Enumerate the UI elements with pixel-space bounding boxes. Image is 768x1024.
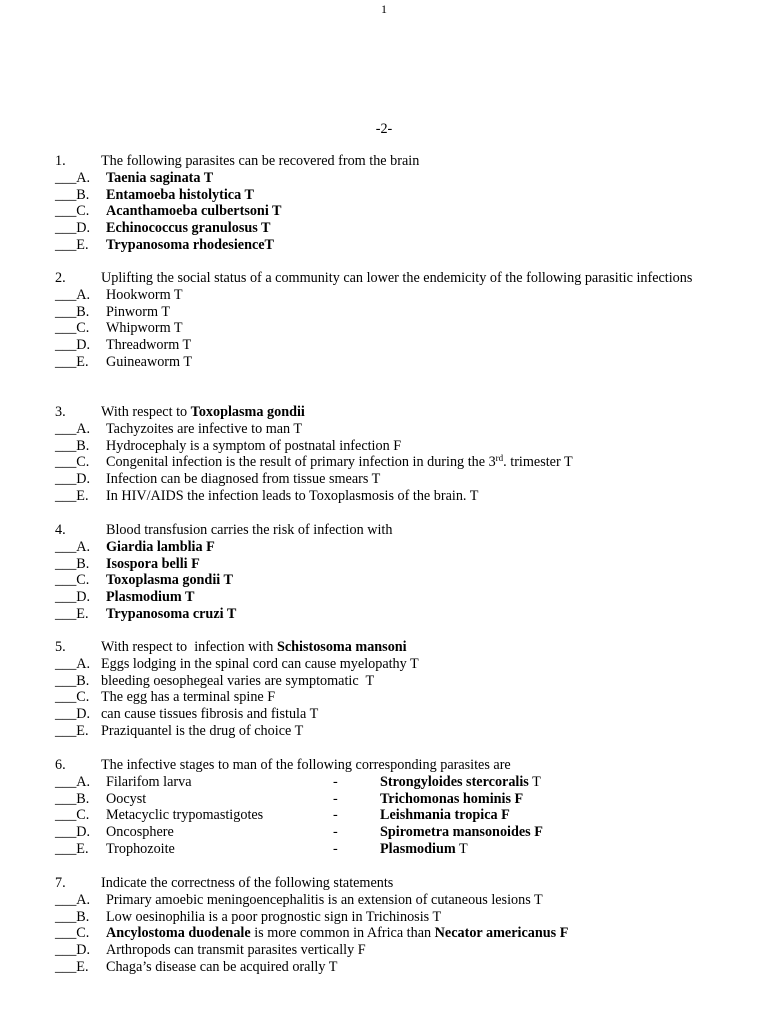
option-text: Hydrocephaly is a symptom of postnatal infection F (106, 437, 402, 454)
option-b[interactable] (55, 909, 735, 926)
option-text: Chaga’s disease can be acquired orally T (106, 958, 338, 975)
option-text: Congenital infection is the result of primary infection in during the 3 (106, 454, 496, 471)
question-text: With respect to (101, 404, 191, 420)
question-text: With respect to infection with (101, 639, 277, 655)
question-6 (55, 757, 735, 858)
answer-blank[interactable]: ___C. (55, 572, 90, 589)
option-a[interactable] (55, 656, 735, 673)
answer-blank[interactable]: ___A. (55, 420, 91, 437)
parasite-name: Necator americanus F (434, 925, 569, 942)
parasite-name: Trichomonas hominis F (380, 790, 524, 807)
answer-blank[interactable]: ___A. (55, 169, 91, 186)
answer-mark: T (455, 840, 468, 857)
answer-blank[interactable]: ___E. (55, 236, 89, 253)
option-b[interactable] (55, 438, 735, 455)
question-number: 6. (55, 757, 66, 773)
question-text: The infective stages to man of the following corresponding parasites are (101, 757, 511, 773)
question-1 (55, 153, 735, 254)
dash: - (333, 824, 338, 841)
option-d[interactable] (55, 942, 735, 959)
option-b[interactable] (55, 187, 735, 204)
question-number: 5. (55, 639, 66, 655)
option-e[interactable] (55, 354, 735, 371)
infective-stage: Filarifom larva (106, 773, 192, 790)
question-text: Uplifting the social status of a community can lower the endemicity of the following parasitic infections (101, 270, 693, 286)
dash: - (333, 773, 338, 790)
answer-blank[interactable]: ___B. (55, 437, 90, 454)
answer-blank[interactable]: ___C. (55, 454, 90, 471)
option-text: Acanthamoeba culbertsoni T (106, 203, 282, 220)
answer-blank[interactable]: ___E. (55, 958, 89, 975)
answer-blank[interactable]: ___E. (55, 487, 89, 504)
answer-blank[interactable]: ___B. (55, 672, 90, 689)
answer-blank[interactable]: ___B. (55, 790, 90, 807)
infective-stage: Oocyst (106, 790, 147, 807)
option-text: Taenia saginata T (106, 169, 214, 186)
ordinal-superscript: rd (495, 453, 504, 464)
option-a[interactable] (55, 774, 735, 791)
option-b[interactable] (55, 673, 735, 690)
option-e[interactable] (55, 237, 735, 254)
question-number: 7. (55, 875, 66, 891)
question-number: 3. (55, 404, 66, 420)
option-d[interactable] (55, 824, 735, 841)
option-a[interactable] (55, 287, 735, 304)
option-text: Guineaworm T (106, 353, 193, 370)
option-text: The egg has a terminal spine F (101, 689, 276, 706)
answer-blank[interactable]: ___A. (55, 538, 91, 555)
answer-blank[interactable]: ___A. (55, 655, 91, 672)
infective-stage: Metacyclic trypomastigotes (106, 807, 264, 824)
infective-stage: Trophozoite (106, 840, 175, 857)
option-c[interactable] (55, 572, 735, 589)
question-stem (55, 404, 735, 421)
option-d[interactable] (55, 589, 735, 606)
question-2 (55, 270, 735, 371)
parasite-name: Leishmania tropica F (380, 807, 510, 824)
dash: - (333, 840, 338, 857)
answer-blank[interactable]: ___D. (55, 824, 91, 841)
answer-blank[interactable]: ___C. (55, 689, 90, 706)
option-text: In HIV/AIDS the infection leads to Toxoplasmosis of the brain. T (106, 487, 479, 504)
answer-blank[interactable]: ___D. (55, 706, 91, 723)
option-c[interactable] (55, 925, 735, 942)
option-text: Infection can be diagnosed from tissue smears T (106, 471, 381, 488)
dash: - (333, 807, 338, 824)
question-stem (55, 757, 735, 774)
option-c[interactable] (55, 689, 735, 706)
option-text: Eggs lodging in the spinal cord can cause myelopathy T (101, 655, 419, 672)
option-d[interactable] (55, 220, 735, 237)
answer-blank[interactable]: ___E. (55, 840, 89, 857)
question-3 (55, 404, 735, 505)
answer-blank[interactable]: ___A. (55, 773, 91, 790)
answer-blank[interactable]: ___D. (55, 942, 91, 959)
option-text: Arthropods can transmit parasites vertically F (106, 942, 366, 959)
answer-blank[interactable]: ___C. (55, 320, 90, 337)
option-a[interactable] (55, 170, 735, 187)
option-text: Low oesinophilia is a poor prognostic sign in Trichinosis T (106, 908, 442, 925)
parasite-name: Schistosoma mansoni (276, 639, 407, 655)
option-text: Plasmodium T (106, 589, 195, 606)
option-text: Trypanosoma cruzi T (106, 605, 237, 622)
option-text: Primary amoebic meningoencephalitis is an extension of cutaneous lesions T (106, 891, 543, 908)
answer-blank[interactable]: ___D. (55, 337, 91, 354)
answer-blank[interactable]: ___D. (55, 589, 91, 606)
option-text: can cause tissues fibrosis and fistula T (101, 706, 319, 723)
answer-blank[interactable]: ___B. (55, 303, 90, 320)
answer-mark: T (528, 773, 541, 790)
option-a[interactable] (55, 892, 735, 909)
question-text: Blood transfusion carries the risk of infection with (106, 522, 393, 538)
answer-blank[interactable]: ___B. (55, 555, 90, 572)
parasite-name: Strongyloides stercoralis (380, 773, 529, 790)
option-e[interactable] (55, 606, 735, 623)
option-e[interactable] (55, 959, 735, 976)
question-5 (55, 639, 735, 740)
option-text: Pinworm T (106, 303, 170, 320)
option-b[interactable] (55, 791, 735, 808)
option-text: Giardia lamblia F (106, 538, 215, 555)
dash: - (333, 790, 338, 807)
option-text: Praziquantel is the drug of choice T (101, 722, 304, 739)
answer-blank[interactable]: ___A. (55, 891, 91, 908)
option-d[interactable] (55, 706, 735, 723)
infective-stage: Oncosphere (106, 824, 174, 841)
answer-blank[interactable]: ___B. (55, 908, 90, 925)
option-d[interactable] (55, 337, 735, 354)
question-4 (55, 522, 735, 623)
question-stem (55, 639, 735, 656)
answer-blank[interactable]: ___C. (55, 807, 90, 824)
option-b[interactable] (55, 556, 735, 573)
question-stem (55, 522, 735, 539)
answer-blank[interactable]: ___D. (55, 220, 91, 237)
option-e[interactable] (55, 488, 735, 505)
answer-blank[interactable]: ___B. (55, 186, 90, 203)
option-c[interactable] (55, 203, 735, 220)
question-text: Indicate the correctness of the following statements (101, 875, 394, 891)
answer-blank[interactable]: ___D. (55, 471, 91, 488)
question-stem (55, 270, 735, 287)
answer-blank[interactable]: ___C. (55, 925, 90, 942)
option-text: Hookworm T (106, 286, 183, 303)
answer-blank[interactable]: ___A. (55, 286, 91, 303)
option-text-end: . trimester T (503, 454, 573, 471)
option-b[interactable] (55, 304, 735, 321)
parasite-name: Toxoplasma gondii (190, 404, 305, 420)
page-number: 1 (381, 2, 387, 16)
option-c[interactable] (55, 320, 735, 337)
question-number: 2. (55, 270, 66, 286)
parasite-name: Plasmodium (380, 840, 456, 857)
answer-blank[interactable]: ___E. (55, 353, 89, 370)
question-7 (55, 875, 735, 976)
option-a[interactable] (55, 539, 735, 556)
option-a[interactable] (55, 421, 735, 438)
option-text: Isospora belli F (106, 555, 200, 572)
page-label: -2- (375, 121, 393, 137)
parasite-name: Ancylostoma duodenale (106, 925, 251, 942)
answer-blank[interactable]: ___C. (55, 203, 90, 220)
option-text: is more common in Africa than (250, 925, 435, 942)
option-text: Trypanosoma rhodesienceT (106, 236, 275, 253)
option-text: Toxoplasma gondii T (106, 572, 233, 589)
option-e[interactable] (55, 841, 735, 858)
option-c[interactable] (55, 807, 735, 824)
parasite-name: Spirometra mansonoides F (380, 824, 543, 841)
question-stem (55, 153, 735, 170)
question-number: 4. (55, 522, 66, 538)
question-stem (55, 875, 735, 892)
option-text: bleeding oesophegeal varies are symptomatic T (101, 672, 375, 689)
option-text: Whipworm T (106, 320, 183, 337)
option-text: Tachyzoites are infective to man T (106, 420, 303, 437)
option-text: Threadworm T (106, 337, 192, 354)
option-e[interactable] (55, 723, 735, 740)
answer-blank[interactable]: ___E. (55, 722, 89, 739)
option-text: Echinococcus granulosus T (106, 220, 271, 237)
option-c[interactable] (55, 454, 735, 471)
option-text: Entamoeba histolytica T (106, 186, 254, 203)
answer-blank[interactable]: ___E. (55, 605, 89, 622)
question-number: 1. (55, 153, 66, 169)
option-d[interactable] (55, 471, 735, 488)
question-text: The following parasites can be recovered from the brain (101, 153, 420, 169)
